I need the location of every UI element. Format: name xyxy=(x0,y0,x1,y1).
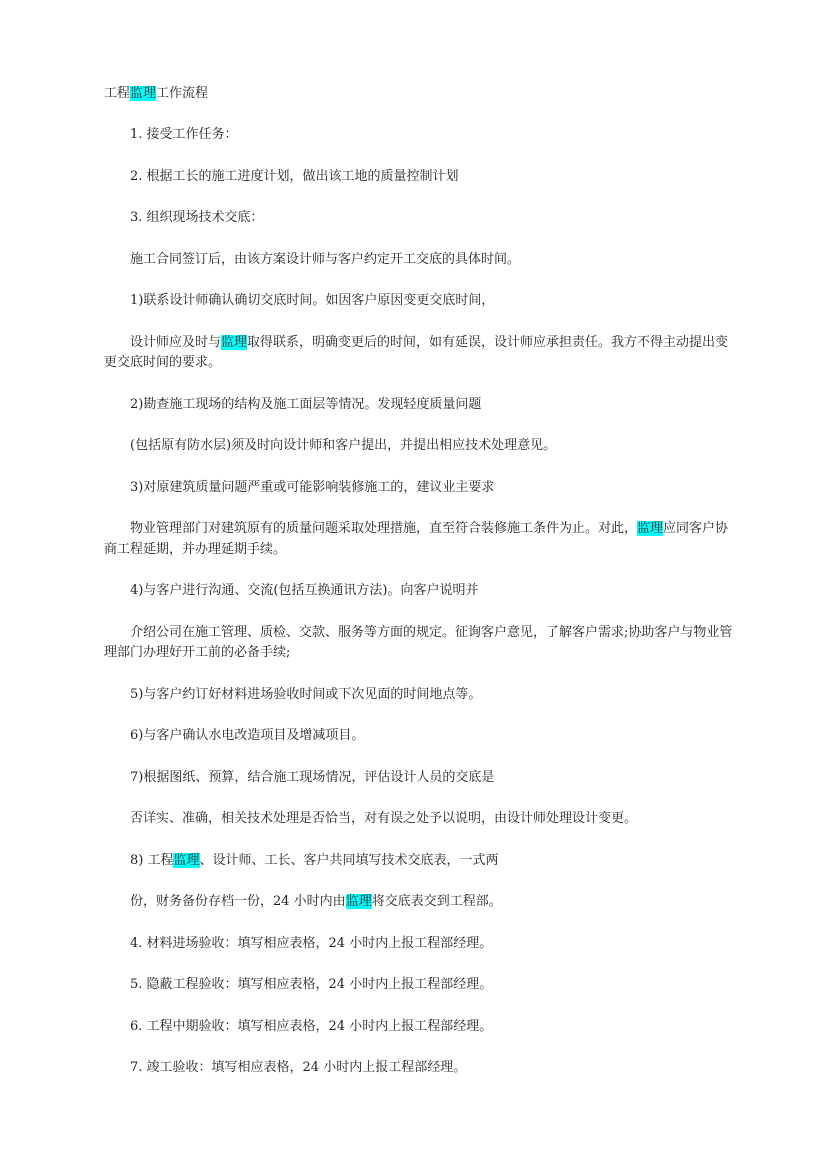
search-highlight: 监理 xyxy=(130,86,157,101)
paragraph-text: 1)联系设计师确认确切交底时间。如因客户原因变更交底时间， xyxy=(130,293,495,308)
paragraph-text: 4)与客户进行沟通、交流(包括互换通讯方法)。向客户说明并 xyxy=(130,583,479,598)
paragraph xyxy=(104,250,737,271)
paragraph-text: 将交底表交到工程部。 xyxy=(371,894,502,909)
paragraph-text: 6. 工程中期验收：填写相应表格，24 小时内上报工程部经理。 xyxy=(130,1018,493,1034)
paragraph xyxy=(104,685,737,706)
paragraph xyxy=(104,934,737,955)
document-body xyxy=(104,125,737,1079)
paragraph-text: 物业管理部门对建筑原有的质量问题采取处理措施，直至符合装修施工条件为止。对此， xyxy=(130,521,638,536)
paragraph xyxy=(104,892,737,913)
paragraph-text: 设计师应及时与 xyxy=(130,334,222,350)
search-highlight: 监理 xyxy=(345,894,372,909)
paragraph xyxy=(104,436,737,457)
paragraph xyxy=(104,581,737,602)
paragraph xyxy=(104,208,737,229)
title-text-after: 工作流程 xyxy=(156,86,209,101)
paragraph-text: 2. 根据工长的施工进度计划，做出该工地的质量控制计划 xyxy=(130,168,459,184)
paragraph-text: 1. 接受工作任务： xyxy=(130,127,238,142)
paragraph-text: 5)与客户约订好材料进场验收时间或下次见面的时间地点等。 xyxy=(130,686,482,702)
paragraph xyxy=(104,851,737,872)
paragraph-text: 应同客户协商工程延期，并办理延期手续。 xyxy=(104,521,729,557)
paragraph-text: 份，财务备份存档一份，24 小时内由 xyxy=(130,894,346,909)
paragraph-text: 8) 工程 xyxy=(130,852,174,868)
paragraph-text: 否详实、准确，相关技术处理是否恰当，对有误之处予以说明，由设计师处理设计变更。 xyxy=(130,811,638,826)
paragraph xyxy=(104,809,737,830)
paragraph xyxy=(104,395,737,416)
search-highlight: 监理 xyxy=(173,852,200,868)
paragraph xyxy=(104,1017,737,1038)
paragraph-text: 2)勘查施工现场的结构及施工面层等情况。发现轻度质量问题 xyxy=(130,396,482,412)
paragraph-text: 、设计师、工长、客户共同填写技术交底表，一式两 xyxy=(199,852,499,868)
paragraph-text: 5. 隐蔽工程验收：填写相应表格，24 小时内上报工程部经理。 xyxy=(130,977,493,992)
paragraph xyxy=(104,291,737,312)
paragraph xyxy=(104,167,737,188)
paragraph-text: 取得联系，明确变更后的时间，如有延误，设计师应承担责任。我方不得主动提出变更交底时间的要求。 xyxy=(104,334,729,370)
paragraph xyxy=(104,125,737,146)
paragraph xyxy=(104,975,737,996)
paragraph-text: 3. 组织现场技术交底： xyxy=(130,210,264,225)
paragraph xyxy=(104,519,737,560)
paragraph xyxy=(104,623,737,664)
paragraph xyxy=(104,726,737,747)
paragraph-text: 施工合同签订后，由该方案设计师与客户约定开工交底的具体时间。 xyxy=(130,251,521,267)
paragraph xyxy=(104,333,737,374)
paragraph-text: 7. 竣工验收：填写相应表格，24 小时内上报工程部经理。 xyxy=(130,1060,467,1075)
paragraph-text: 7)根据图纸、预算，结合施工现场情况，评估设计人员的交底是 xyxy=(130,769,495,785)
paragraph xyxy=(104,768,737,789)
search-highlight: 监理 xyxy=(221,334,248,350)
paragraph-text: 6)与客户确认水电改造项目及增减项目。 xyxy=(130,728,365,743)
title-text-before: 工程 xyxy=(104,86,131,101)
paragraph-text: (包括原有防水层)须及时向设计师和客户提出，并提出相应技术处理意见。 xyxy=(130,438,557,453)
paragraph-text: 3)对原建筑质量问题严重或可能影响装修施工的，建议业主要求 xyxy=(130,479,495,495)
paragraph-text: 4. 材料进场验收：填写相应表格，24 小时内上报工程部经理。 xyxy=(130,935,493,951)
paragraph-text: 介绍公司在施工管理、质检、交款、服务等方面的规定。征询客户意见，了解客户需求;协助客户与物业管理部门办理好开工前的必备手续; xyxy=(104,624,733,660)
paragraph xyxy=(104,1058,737,1079)
document-title xyxy=(104,84,737,104)
paragraph xyxy=(104,478,737,499)
search-highlight: 监理 xyxy=(637,521,664,536)
